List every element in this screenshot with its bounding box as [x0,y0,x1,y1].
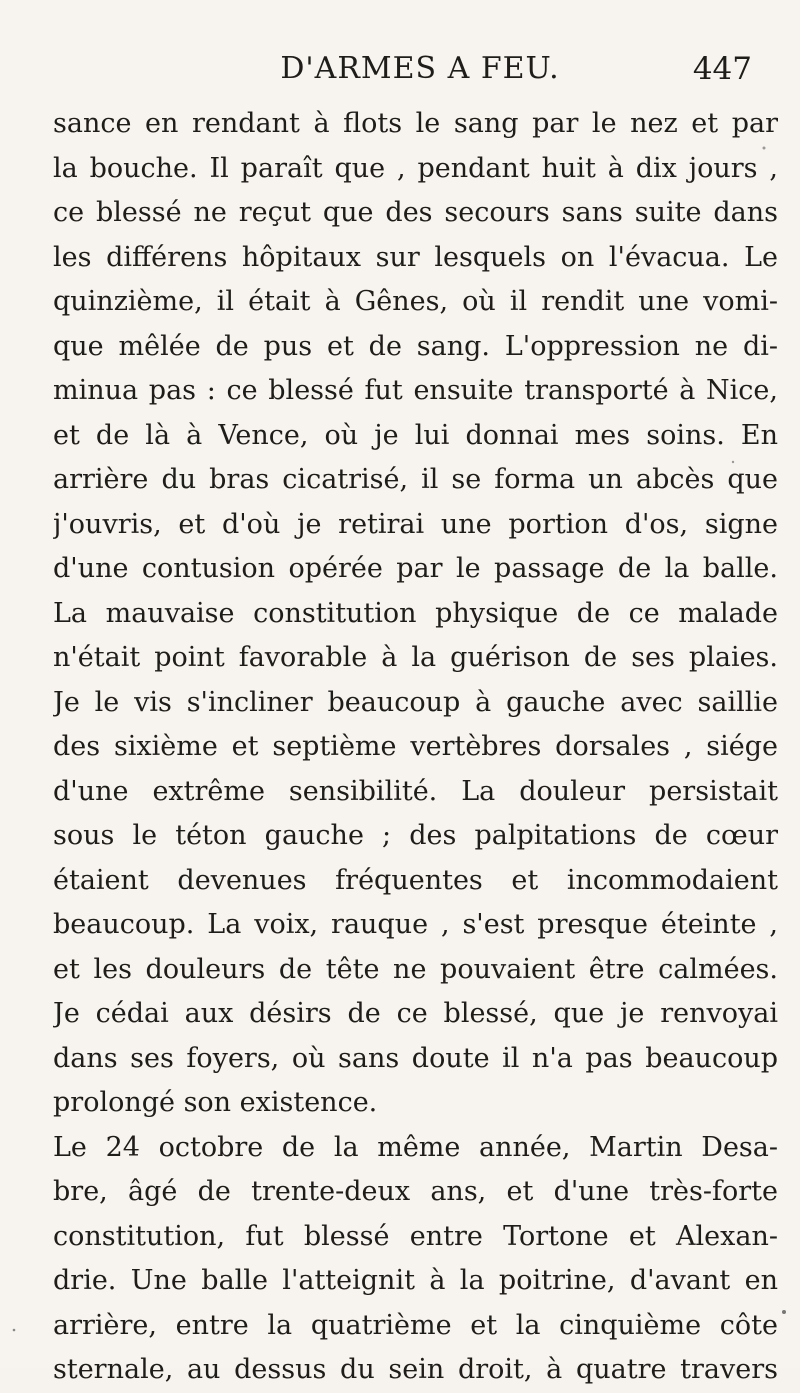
text-line-7: minua pas : ce blessé fut ensuite transporté à Nice, [53,375,778,406]
text-line-16: d'une extrême sensibilité. La douleur persistait [53,775,778,807]
text-line-21: Je cédai aux désirs de ce blessé, que je renvoyai [53,998,778,1029]
text-line-28: arrière, entre la quatrième et la cinquième côte [53,1309,778,1341]
text-line-13: n'était point favorable à la guérison de ses plaies. [53,642,778,673]
text-line-24: Le 24 octobre de la même année, Martin Desa- [53,1131,778,1163]
paper-speck [13,1329,16,1332]
text-line-17: sous le téton gauche ; des palpitations de cœur [53,820,778,851]
text-line-20: et les douleurs de tête ne pouvaient être calmées. [53,953,778,985]
text-line-22: dans ses foyers, où sans doute il n'a pas beaucoup [53,1042,778,1074]
text-line-8: et de là à Vence, où je lui donnai mes soins. En [53,419,778,451]
text-line-12: La mauvaise constitution physique de ce malade [53,597,778,629]
running-header [58,48,752,90]
text-line-23: prolongé son existence. [53,1087,378,1118]
text-line-10: j'ouvris, et d'où je retirai une portion d'os, signe [53,508,778,540]
text-line-15: des sixième et septième vertèbres dorsales , siége [53,731,778,762]
text-line-9: arrière du bras cicatrisé, il se forma un abcès que [53,464,778,495]
text-line-25: bre, âgé de trente-deux ans, et d'une très-forte [53,1176,778,1207]
text-line-5: quinzième, il était à Gênes, où il rendit une vomi- [53,286,778,317]
text-line-19: beaucoup. La voix, rauque , s'est presque éteinte , [53,909,778,940]
text-line-11: d'une contusion opérée par le passage de la balle. [53,553,778,584]
running-title: D'ARMES A FEU. [280,51,560,86]
body-text [53,102,778,1393]
text-line-6: que mêlée de pus et de sang. L'oppression ne di- [53,330,778,362]
text-line-4: les différens hôpitaux sur lesquels on l'évacua. Le [53,241,778,273]
text-line-2: la bouche. Il paraît que , pendant huit à dix jours , [53,152,778,184]
text-line-3: ce blessé ne reçut que des secours sans suite dans [53,197,778,228]
text-line-29: sternale, au dessus du sein droit, à quatre travers [53,1354,778,1385]
text-line-14: Je le vis s'incliner beaucoup à gauche avec saillie [53,686,778,718]
page-number: 447 [692,51,752,87]
text-line-1: sance en rendant à flots le sang par le nez et par [53,108,778,139]
text-line-18: étaient devenues fréquentes et incommodaient [53,864,778,896]
text-line-26: constitution, fut blessé entre Tortone et Alexan- [53,1220,778,1252]
paper-speck [782,1310,786,1314]
text-line-27: drie. Une balle l'atteignit à la poitrine, d'avant en [53,1265,778,1296]
